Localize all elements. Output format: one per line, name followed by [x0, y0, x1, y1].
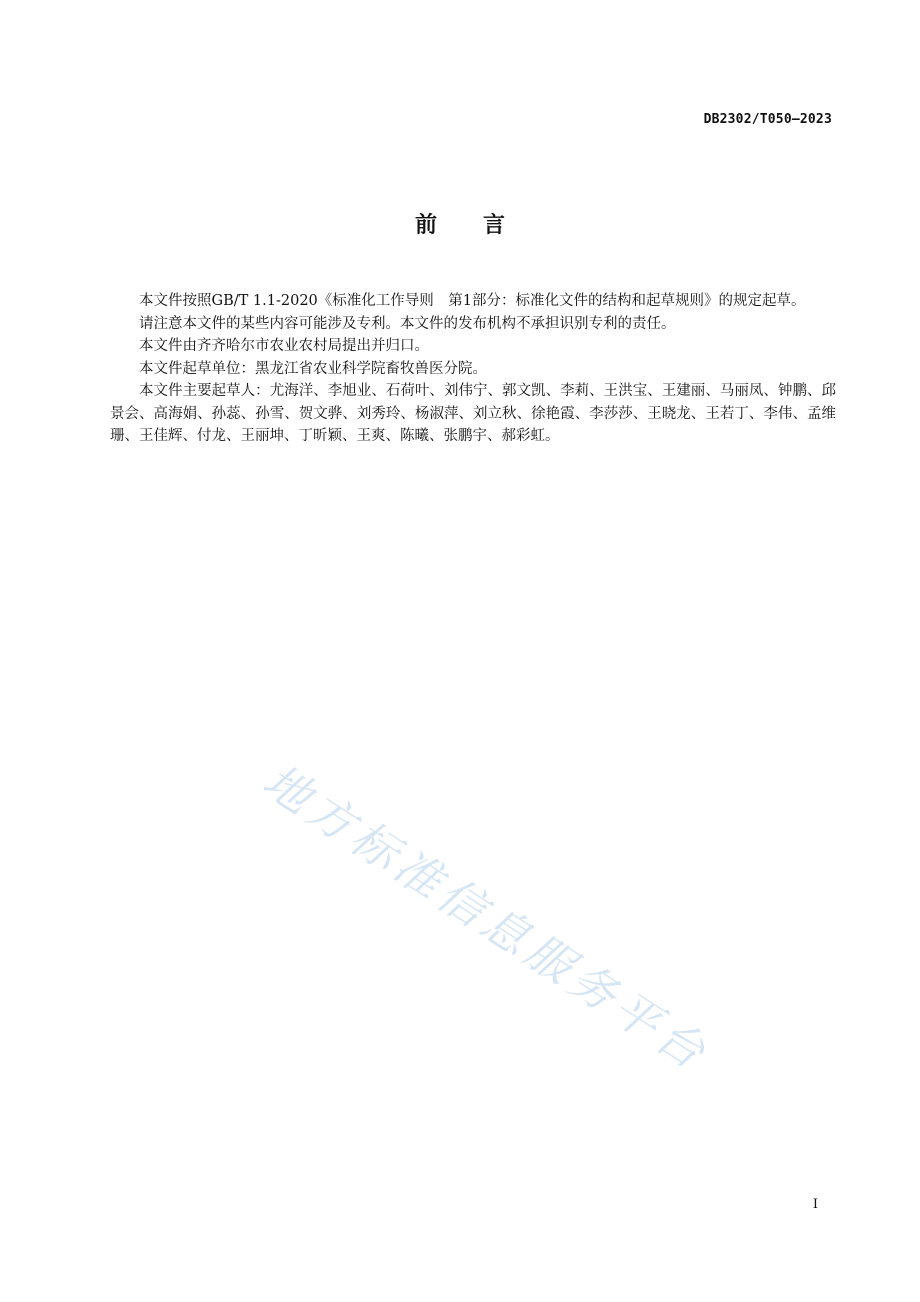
paragraph-patent-notice: 请注意本文件的某些内容可能涉及专利。本文件的发布机构不承担识别专利的责任。 — [139, 315, 676, 332]
foreword-body — [110, 290, 836, 448]
paragraph-proposer: 本文件由齐齐哈尔市农业农村局提出并归口。 — [139, 338, 429, 354]
page-number: I — [812, 1197, 818, 1212]
paragraph-drafting-unit: 本文件起草单位：黑龙江省农业科学院畜牧兽医分院。 — [139, 360, 487, 377]
standard-code: DB2302/T050—2023 — [703, 112, 832, 127]
watermark-text: 地方标准信息服务平台 — [253, 753, 720, 1082]
paragraph-drafting-rules: 本文件按照GB/T 1.1-2020《标准化工作导则 第1部分：标准化文件的结构和起草规则》的规定起草。 — [139, 293, 806, 309]
page-title: 前言 — [414, 213, 551, 238]
paragraph-drafters: 本文件主要起草人：尤海洋、李旭业、石荷叶、刘伟宁、郭文凯、李莉、王洪宝、王建丽、马丽凤、钟鹏、邱景会、高海娟、孙蕊、孙雪、贺文骅、刘秀玲、杨淑萍、刘立秋、徐艳霞、李莎莎、王晓龙、王若丁、李伟、孟维珊、王佳辉、付龙、王丽坤、丁昕颖、王爽、陈曦、张鹏宇、郝彩虹。 — [110, 383, 836, 444]
